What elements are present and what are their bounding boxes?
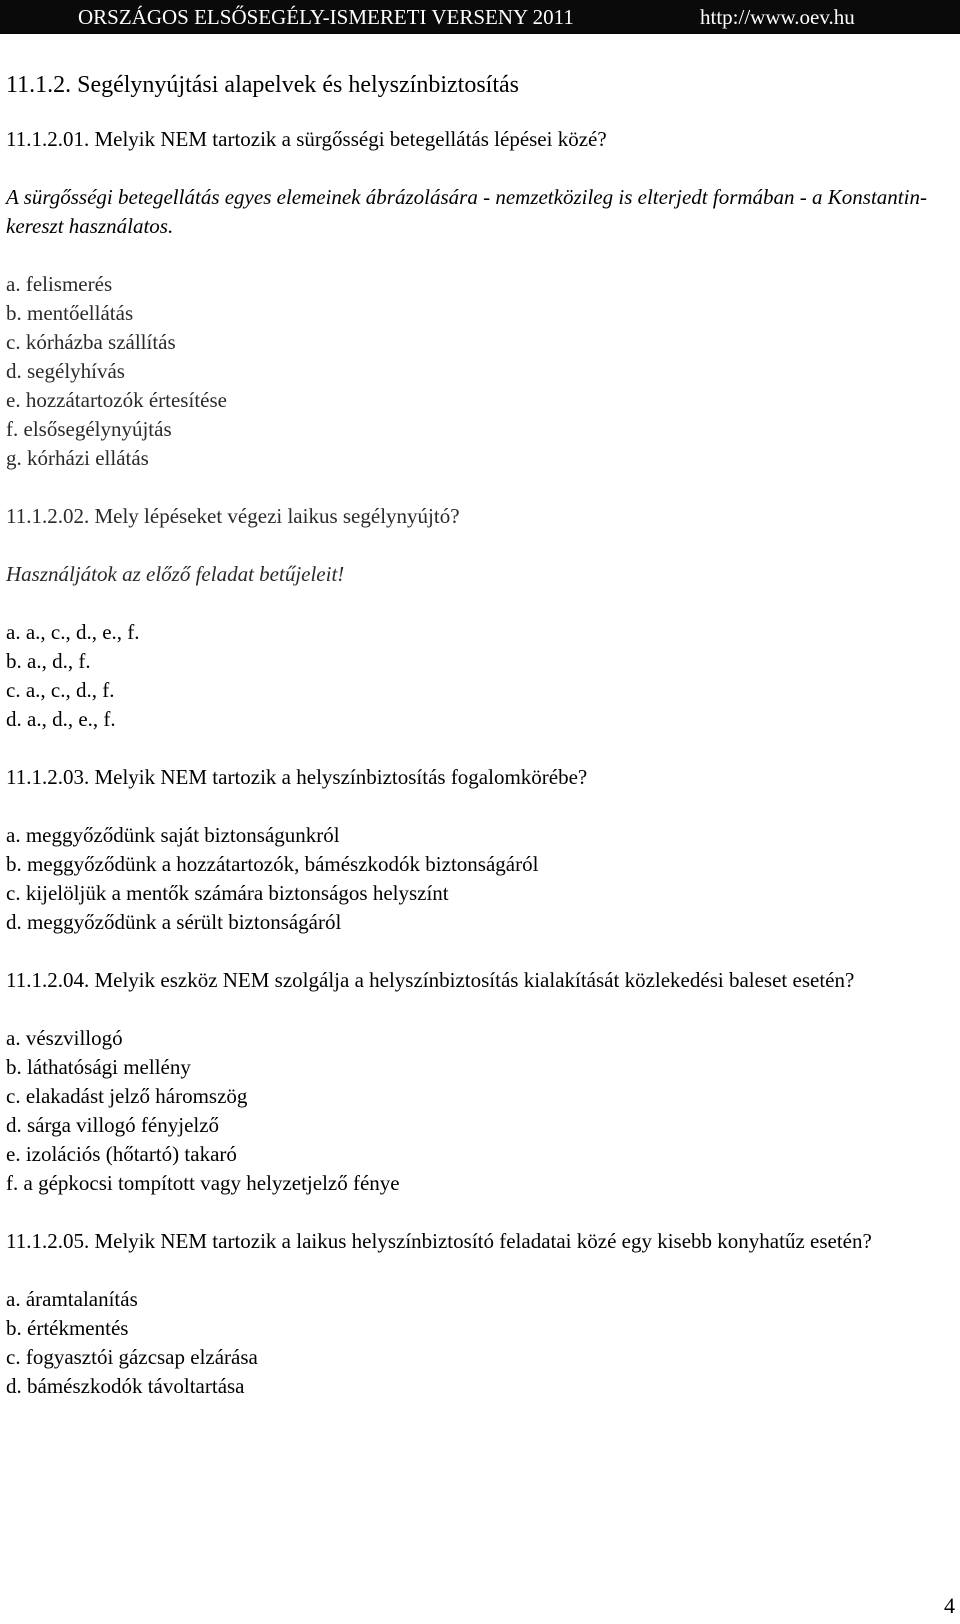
question-title: 11.1.2.02. Mely lépéseket végezi laikus segélynyújtó?: [6, 504, 460, 528]
page-header: [0, 0, 960, 34]
website-link[interactable]: http://www.oev.hu: [700, 5, 855, 29]
option-list: [6, 1285, 946, 1401]
option-item: b. meggyőződünk a hozzátartozók, bámészkodók biztonságáról: [6, 852, 539, 876]
option-item: d. a., d., e., f.: [6, 707, 116, 731]
option-item: b. mentőellátás: [6, 301, 134, 325]
option-item: c. kijelöljük a mentők számára biztonságos helyszínt: [6, 881, 449, 905]
question-block: [6, 1227, 946, 1401]
option-list: [6, 821, 946, 937]
option-item: d. bámészkodók távoltartása: [6, 1374, 245, 1398]
question-block: [6, 763, 946, 937]
page-number: 4: [944, 1593, 955, 1618]
question-title: 11.1.2.03. Melyik NEM tartozik a helyszínbiztosítás fogalomkörébe?: [6, 765, 588, 789]
option-list: [6, 618, 946, 734]
option-item: a. vészvillogó: [6, 1026, 123, 1050]
option-item: b. a., d., f.: [6, 649, 91, 673]
option-item: a. a., c., d., e., f.: [6, 620, 140, 644]
option-item: c. a., c., d., f.: [6, 678, 115, 702]
option-item: d. meggyőződünk a sérült biztonságáról: [6, 910, 342, 934]
option-item: a. áramtalanítás: [6, 1287, 138, 1311]
option-item: d. segélyhívás: [6, 359, 125, 383]
option-item: e. izolációs (hőtartó) takaró: [6, 1142, 237, 1166]
option-item: c. elakadást jelző háromszög: [6, 1084, 248, 1108]
question-intro: A sürgősségi betegellátás egyes elemeinek ábrázolására - nemzetközileg is elterjedt formában - a Konstantin-kereszt használatos.: [6, 185, 927, 238]
section-title: 11.1.2. Segélynyújtási alapelvek és helyszínbiztosítás: [6, 72, 519, 98]
option-item: e. hozzátartozók értesítése: [6, 388, 227, 412]
question-title: 11.1.2.01. Melyik NEM tartozik a sürgősségi betegellátás lépései közé?: [6, 127, 607, 151]
option-item: g. kórházi ellátás: [6, 446, 149, 470]
competition-title: ORSZÁGOS ELSŐSEGÉLY-ISMERETI VERSENY 2011: [78, 5, 574, 29]
question-title: 11.1.2.05. Melyik NEM tartozik a laikus helyszínbiztosító feladatai közé egy kisebb konyhatűz esetén?: [6, 1229, 872, 1253]
option-item: a. meggyőződünk saját biztonságunkról: [6, 823, 340, 847]
question-block: [6, 125, 946, 473]
option-item: d. sárga villogó fényjelző: [6, 1113, 220, 1137]
option-list: [6, 270, 946, 473]
option-item: f. a gépkocsi tompított vagy helyzetjelző fénye: [6, 1171, 400, 1195]
question-block: [6, 966, 946, 1198]
option-item: b. értékmentés: [6, 1316, 129, 1340]
option-item: b. láthatósági mellény: [6, 1055, 191, 1079]
option-list: [6, 1024, 946, 1198]
option-item: c. kórházba szállítás: [6, 330, 176, 354]
question-title: 11.1.2.04. Melyik eszköz NEM szolgálja a helyszínbiztosítás kialakítását közlekedési baleset esetén?: [6, 968, 855, 992]
document-body: [6, 70, 946, 1401]
option-item: c. fogyasztói gázcsap elzárása: [6, 1345, 258, 1369]
question-intro: Használjátok az előző feladat betűjeleit!: [6, 562, 345, 586]
question-block: [6, 502, 946, 734]
option-item: f. elsősegélynyújtás: [6, 417, 172, 441]
option-item: a. felismerés: [6, 272, 113, 296]
